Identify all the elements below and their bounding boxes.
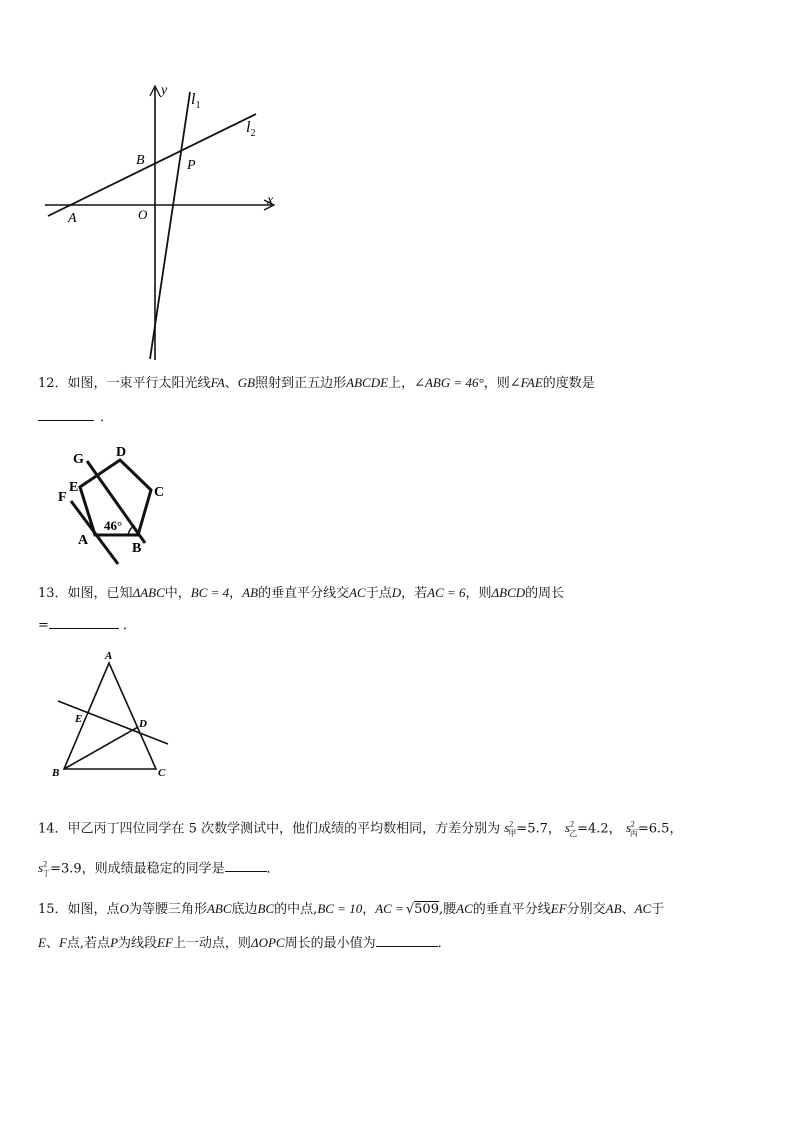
- q12-text-c: 上，: [388, 376, 415, 391]
- q13-AC: AC: [349, 585, 366, 600]
- q15-line-2: [38, 934, 451, 953]
- question-14: [38, 816, 682, 843]
- q14-number: 14．: [38, 821, 68, 837]
- q15-text-e: ,腰: [438, 902, 457, 917]
- q15-text-a: 如图，点: [67, 902, 120, 917]
- q15-EF: EF: [550, 901, 567, 916]
- label-E: E: [75, 713, 83, 725]
- label-O: O: [138, 207, 148, 222]
- q13-answer-line: [38, 616, 136, 635]
- q12-GB: GB: [237, 375, 256, 390]
- q12-answer-blank[interactable]: [38, 408, 94, 421]
- q12-angle: ∠ABG = 46°: [414, 375, 484, 390]
- q12-ask: ∠FAE: [509, 375, 543, 390]
- q15-P: P: [110, 935, 119, 950]
- q14-v-jia: =5.7: [516, 821, 548, 837]
- label-x: x: [267, 193, 274, 208]
- q15-answer-blank[interactable]: [376, 934, 438, 947]
- q15-AC-2: AC: [634, 901, 652, 916]
- label-l2: $l_2$: [246, 119, 256, 139]
- q14-sep-2: ，: [608, 821, 622, 837]
- line-l2: [48, 114, 256, 216]
- label-D: D: [139, 718, 147, 730]
- q13-end: ．: [122, 618, 136, 633]
- line-l1: [150, 92, 190, 359]
- q12-text-e: 的度数是: [542, 376, 595, 391]
- label-46: 46°: [104, 518, 123, 533]
- label-B: B: [132, 541, 142, 556]
- q14-s-bing: $s^2_丙$: [625, 820, 638, 838]
- q15-text-i: 点,若点: [66, 936, 111, 951]
- q13-text-d: 于点: [365, 586, 392, 601]
- q12-ABCDE: ABCDE: [346, 375, 389, 390]
- q14-v-yi: =4.2: [577, 821, 609, 837]
- label-D: D: [116, 445, 127, 460]
- q13-text-b: 中，: [164, 586, 191, 601]
- q14-sep-3: ，: [669, 821, 683, 837]
- q15-text-d: 的中点,: [274, 902, 318, 917]
- label-C: C: [154, 485, 165, 500]
- q15-text-b: 为等腰三角形: [128, 902, 207, 917]
- q14-end: ．: [266, 861, 280, 877]
- coordinate-figure: [40, 80, 290, 365]
- q15-ABC: ABC: [206, 901, 232, 916]
- q14-s-jia: $s^2_甲$: [504, 820, 517, 838]
- q14-v-ding: =3.9: [50, 861, 82, 877]
- q13-D: D: [391, 585, 402, 600]
- q15-opc: ΔOPC: [250, 935, 285, 950]
- q14-text-a: 甲乙丙丁四位同学在 5 次数学测试中，他们成绩的平均数相同，方差分别为: [67, 821, 501, 837]
- q15-comma: ，: [362, 902, 376, 917]
- question-13: [38, 584, 564, 603]
- q13-AB: AB: [242, 585, 259, 600]
- q14-answer-blank[interactable]: [225, 859, 267, 872]
- q13-bcd: ΔBCD: [491, 585, 526, 600]
- q13-tri: ΔABC: [132, 585, 165, 600]
- q13-text-g: 的周长: [525, 586, 565, 601]
- q15-text-l: 周长的最小值为: [284, 936, 376, 951]
- q15-EF-2: EF: [157, 935, 173, 950]
- q15-text-h: 于: [651, 902, 665, 917]
- q15-end: ．: [437, 936, 451, 951]
- label-A: A: [68, 211, 77, 226]
- q15-sqrt: [406, 902, 439, 917]
- label-F: F: [58, 490, 67, 505]
- q14-s-yi: $s^2_乙$: [565, 820, 578, 838]
- q15-bc: BC = 10: [317, 901, 363, 916]
- q12-text-d: ，则: [483, 376, 510, 391]
- label-C: C: [158, 767, 166, 779]
- label-A: A: [78, 533, 89, 548]
- q12-sep: 、: [224, 376, 238, 391]
- q12-number: 12．: [38, 376, 68, 391]
- q13-eq: =: [38, 618, 49, 633]
- q14-sep-1: ，: [547, 821, 561, 837]
- q13-bc: BC = 4: [190, 585, 230, 600]
- q12-FA: FA: [210, 375, 225, 390]
- q15-text-j: 为线段: [118, 936, 158, 951]
- q14-line-2: [38, 856, 280, 883]
- q13-text-a: 如图，已知: [67, 586, 133, 601]
- q12-text-a: 如图，一束平行太阳光线: [67, 376, 211, 391]
- q12-end: ．: [100, 410, 114, 425]
- q13-text-e: ，若: [401, 586, 428, 601]
- label-y: y: [161, 83, 168, 98]
- label-B: B: [136, 153, 145, 168]
- q15-AB: AB: [605, 901, 622, 916]
- label-P: P: [187, 158, 196, 173]
- q13-ac: AC = 6: [427, 585, 466, 600]
- q12-answer-line: [38, 408, 113, 427]
- pentagon-figure: [50, 440, 180, 568]
- q15-AC: AC: [456, 901, 473, 916]
- sqrt-sign-icon: √: [405, 902, 415, 917]
- q13-answer-blank[interactable]: [49, 616, 119, 629]
- segment-BD: [64, 727, 138, 769]
- q15-E: E: [38, 935, 46, 950]
- label-l1: $l_1$: [191, 91, 201, 111]
- q14-v-bing: =6.5: [637, 821, 670, 837]
- q15-O: O: [119, 901, 129, 916]
- label-B: B: [52, 767, 60, 779]
- q14-text-b: ，则成绩最稳定的同学是: [81, 861, 225, 877]
- triangle-figure: [50, 645, 180, 785]
- q14-s-ding: $s^2_丁$: [38, 860, 51, 878]
- label-E: E: [69, 480, 79, 495]
- q15-F: F: [58, 935, 67, 950]
- q15-sep-2: 、: [45, 936, 59, 951]
- q15-sep: 、: [621, 902, 635, 917]
- label-A: A: [105, 650, 113, 662]
- q15-ac: AC =: [375, 901, 404, 916]
- q15-number: 15．: [38, 902, 68, 917]
- question-15: [38, 900, 664, 919]
- q15-root: 509: [414, 902, 439, 917]
- q13-text-c: 的垂直平分线交: [258, 586, 350, 601]
- q13-number: 13．: [38, 586, 68, 601]
- label-G: G: [73, 452, 84, 467]
- q13-comma: ，: [229, 586, 243, 601]
- q12-text-b: 照射到正五边形: [255, 376, 347, 391]
- question-12: [38, 374, 595, 393]
- q15-text-g: 分别交: [566, 902, 606, 917]
- q15-text-f: 的垂直平分线: [472, 902, 551, 917]
- q15-text-c: 底边: [231, 902, 258, 917]
- q15-BC: BC: [257, 901, 275, 916]
- q15-text-k: 上一动点，则: [172, 936, 251, 951]
- q13-text-f: ，则: [465, 586, 492, 601]
